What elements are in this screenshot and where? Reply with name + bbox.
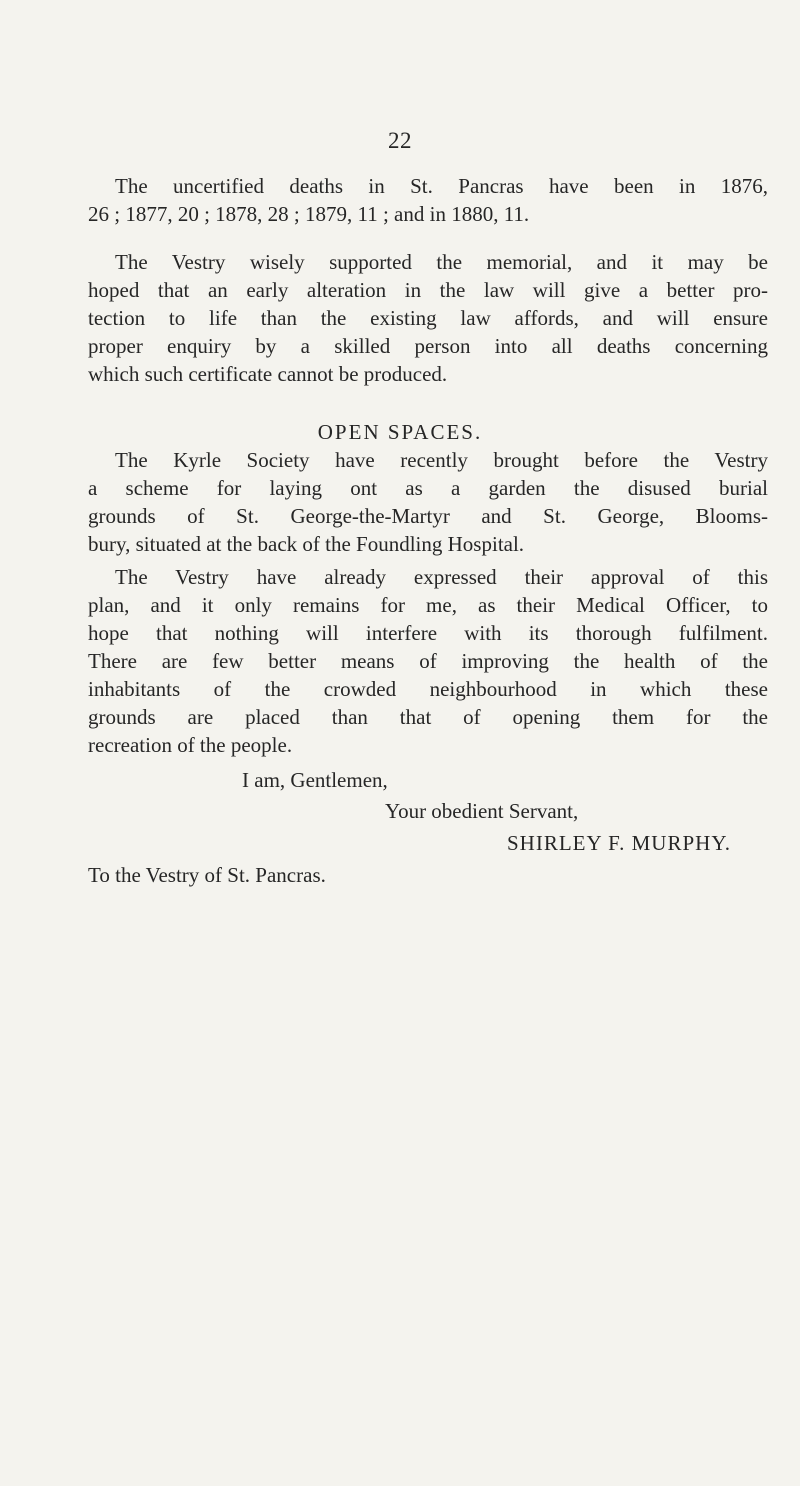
signature: SHIRLEY F. MURPHY. <box>507 831 732 855</box>
paragraph-line: plan, and it only remains for me, as their Medical Officer, to <box>88 593 768 617</box>
paragraph-line: tection to life than the existing law affords, and will ensure <box>88 306 768 330</box>
paragraph-line: hoped that an early alteration in the law will give a better pro- <box>88 278 768 302</box>
paragraph-line: a scheme for laying ont as a garden the disused burial <box>88 476 768 500</box>
paragraph-line: The Kyrle Society have recently brought before the Vestry <box>115 448 768 472</box>
paragraph-line: There are few better means of improving the health of the <box>88 649 768 673</box>
paragraph-line: grounds are placed than that of opening them for the <box>88 705 768 729</box>
paragraph-line: 26 ; 1877, 20 ; 1878, 28 ; 1879, 11 ; and in 1880, 11. <box>88 202 530 226</box>
paragraph-line: The Vestry have already expressed their approval of this <box>115 565 768 589</box>
page-number: 22 <box>388 128 412 153</box>
paragraph-line: hope that nothing will interfere with its thorough fulfilment. <box>88 621 768 645</box>
paragraph-line: inhabitants of the crowded neighbourhood in which these <box>88 677 768 701</box>
paragraph-line: proper enquiry by a skilled person into all deaths concerning <box>88 334 768 358</box>
valediction: Your obedient Servant, <box>385 799 579 823</box>
paragraph-line: The uncertified deaths in St. Pancras have been in 1876, <box>115 174 768 198</box>
addressee: To the Vestry of St. Pancras. <box>88 863 326 887</box>
paragraph-line: recreation of the people. <box>88 733 293 757</box>
paragraph-line: The Vestry wisely supported the memorial, and it may be <box>115 250 768 274</box>
paragraph-line: grounds of St. George-the-Martyr and St. George, Blooms- <box>88 504 768 528</box>
section-heading: OPEN SPACES. <box>317 420 483 444</box>
paragraph-line: which such certificate cannot be produced. <box>88 362 448 386</box>
paragraph-line: bury, situated at the back of the Foundling Hospital. <box>88 532 525 556</box>
salutation: I am, Gentlemen, <box>242 768 388 792</box>
